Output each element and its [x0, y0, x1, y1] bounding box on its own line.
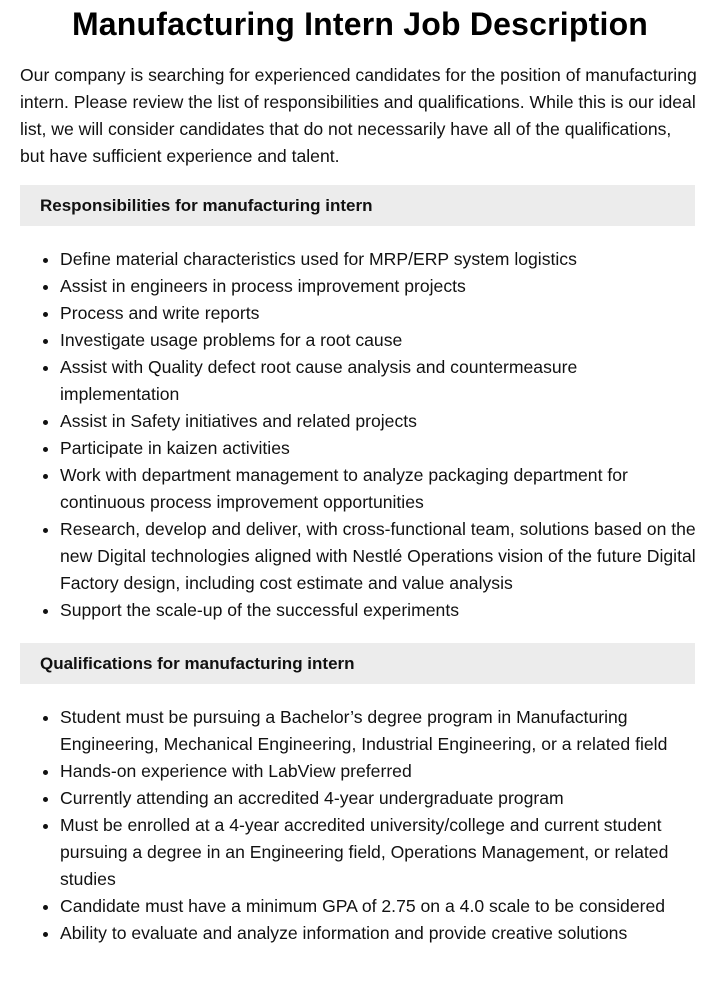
- list-item: • Define material characteristics used for MRP/ERP system logistics: [60, 246, 700, 273]
- intro-paragraph: Our company is searching for experienced candidates for the position of manufacturing intern. Please review the list of responsibilities and qualifications. While this is our ideal list, we will consider candidates that do not necessarily have all of the qualifications, but have sufficient experience and talent.: [20, 65, 697, 166]
- list-item: • Process and write reports: [60, 300, 700, 327]
- list-item: • Support the scale-up of the successful experiments: [60, 597, 700, 624]
- list-item: • Hands-on experience with LabView preferred: [60, 758, 700, 785]
- page-title: Manufacturing Intern Job Description: [71, 6, 649, 42]
- list-item: • Candidate must have a minimum GPA of 2.75 on a 4.0 scale to be considered: [60, 893, 700, 920]
- responsibilities-list: [0, 246, 700, 624]
- qualifications-list: [0, 704, 700, 947]
- list-item: • Must be enrolled at a 4-year accredited university/college and current student pursuing a degree in an Engineering field, Operations Management, or related studies: [60, 812, 700, 893]
- list-item: • Ability to evaluate and analyze information and provide creative solutions: [60, 920, 700, 947]
- list-item: • Student must be pursuing a Bachelor’s degree program in Manufacturing Engineering, Mechanical Engineering, Industrial Engineering, or a related field: [60, 704, 700, 758]
- list-item: • Research, develop and deliver, with cross-functional team, solutions based on the new Digital technologies aligned with Nestlé Operations vision of the future Digital Factory design, including cost estimate and value analysis: [60, 516, 700, 597]
- list-item: • Currently attending an accredited 4-year undergraduate program: [60, 785, 700, 812]
- list-item: • Assist in engineers in process improvement projects: [60, 273, 700, 300]
- list-item: • Investigate usage problems for a root cause: [60, 327, 700, 354]
- list-item: • Participate in kaizen activities: [60, 435, 700, 462]
- responsibilities-heading: Responsibilities for manufacturing intern: [20, 185, 695, 226]
- list-item: • Assist with Quality defect root cause analysis and countermeasure implementation: [60, 354, 700, 408]
- qualifications-heading: Qualifications for manufacturing intern: [20, 643, 695, 684]
- list-item: • Assist in Safety initiatives and related projects: [60, 408, 700, 435]
- list-item: • Work with department management to analyze packaging department for continuous process improvement opportunities: [60, 462, 700, 516]
